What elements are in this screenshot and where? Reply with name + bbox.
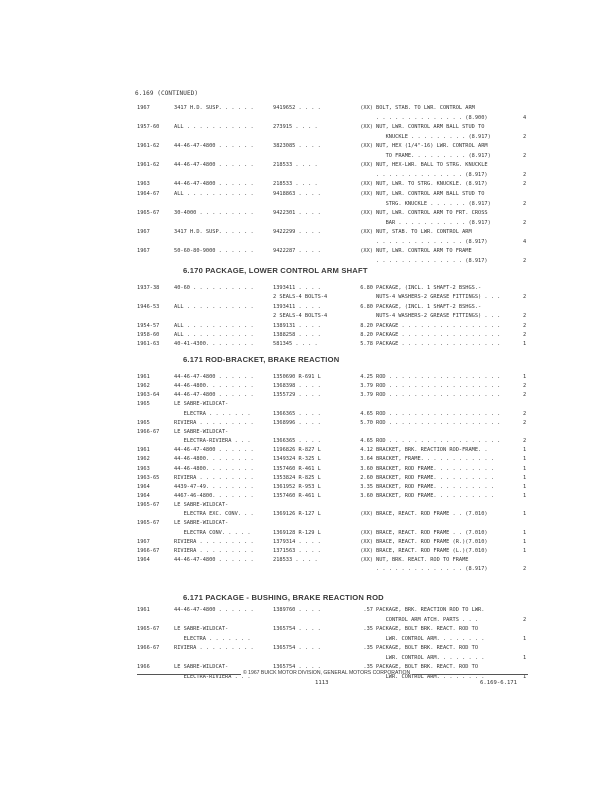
row-part-number: 218533 . . . . [273,162,318,169]
row-description: BRACKET, BRK. REACTION ROD-FRAME. . [376,447,488,454]
footer-copyright: © 1967 BUICK MOTOR DIVISION, GENERAL MOTORS CORPORATION [243,670,411,676]
row-part-number: 1366365 . . . . [273,438,321,445]
row-part-number: 1388258 . . . . [273,332,321,338]
row-quantity: 2 [523,133,527,140]
row-quantity: 2 [523,313,527,320]
parts-row [0,256,611,266]
parts-row [0,653,611,663]
row-price: 3.60 [360,465,373,472]
row-year: 1958-60 [137,332,160,338]
row-model: 3417 H.D. SUSP. . . . . . [174,229,254,236]
row-price: (XX) [360,229,373,236]
row-part-number: 581345 . . . . [273,341,318,348]
row-description: ROD . . . . . . . . . . . . . . . . . . [376,419,501,426]
row-quantity: 2 [523,322,527,329]
row-price: 6.80 [360,303,373,310]
row-description: BRACKET, ROD FRAME. . . . . . . . . . [376,465,494,472]
page-number: 1113 [315,680,329,686]
row-price: .35 [363,645,373,651]
row-description: BRACE, REACT. ROD FRAME . . (7.010) [376,529,488,536]
row-quantity: 1 [523,447,527,454]
row-model: ALL . . . . . . . . . . . [174,124,254,131]
row-quantity: 4 [523,114,527,121]
parts-row [0,179,611,189]
row-price: (XX) [360,210,373,217]
section-heading-6-170: 6.170 PACKAGE, LOWER CONTROL ARM SHAFT [183,266,368,275]
parts-row [0,643,611,653]
continued-heading: 6.169 (CONTINUED) [135,90,199,97]
row-model: 44-46-47-4800 . . . . . . [174,162,254,169]
row-part-number: 218533 . . . . [273,557,318,563]
row-quantity: 1 [523,374,527,380]
row-description: PACKAGE, (INCL. 1 SHAFT-2 BSHGS.- [376,285,482,291]
row-year: 1966-67 [137,428,160,435]
row-model: ELECTRA CONV. . . . . [174,529,251,536]
row-model: 44-46-4800. . . . . . . . [174,456,254,463]
parts-row [0,634,611,644]
section-heading-6-171-rod-bracket: 6.171 ROD-BRACKET, BRAKE REACTION [183,355,340,364]
parts-row [0,237,611,247]
row-description: NUT, LWR. CONTROL ARM TO FRT. CROSS [376,210,488,217]
parts-row [0,339,611,349]
row-quantity: 1 [523,474,527,481]
row-year: 1961-62 [137,143,160,150]
row-model: 44-46-47-4800 . . . . . . [174,374,254,380]
row-description: NUTS-4 WASHERS-2 GREASE FITTINGS) . . . [376,294,501,301]
row-model: 50-60-80-9000 . . . . . . [174,248,254,255]
row-quantity: 2 [523,438,527,445]
row-description: CONTROL ARM ATCH. PARTS . . . [376,616,479,623]
row-price: 8.20 [360,332,373,338]
section-heading-6-171-package-bushing: 6.171 PACKAGE - BUSHING, BRAKE REACTION ROD [183,593,384,602]
row-part-number: 1368996 . . . . [273,419,321,426]
footer-rule-right [412,674,528,675]
row-part-number: 1196826 R-827 L [273,447,321,454]
row-description: NUT, LWR. TO STRG. KNUCKLE. (8.917) [376,181,488,188]
row-model: ALL . . . . . . . . . . . [174,322,254,329]
row-quantity: 2 [523,616,527,623]
row-description: . . . . . . . . . . . . . . (8.917) [376,566,488,573]
row-price: 3.64 [360,456,373,463]
row-part-number: 1369128 R-129 L [273,529,321,536]
row-year: 1967 [137,248,150,255]
row-year: 1966 [137,664,150,670]
row-model: 40-60 . . . . . . . . . . [174,285,254,291]
row-quantity: 1 [523,483,527,490]
row-price: 4.65 [360,438,373,445]
row-price: 4.12 [360,447,373,454]
parts-row [0,624,611,634]
row-part-number: 1389131 . . . . [273,322,321,329]
row-price: (XX) [360,547,373,554]
row-year: 1957-60 [137,124,160,131]
row-quantity: 2 [523,171,527,178]
row-price: (XX) [360,105,373,111]
row-model: ALL . . . . . . . . . . . [174,332,254,338]
row-model: LE SABRE-WILDCAT- [174,401,229,408]
row-quantity: 2 [523,152,527,159]
row-part-number: 1349324 R-325 L [273,456,321,463]
row-description: BRACKET, ROD FRAME. . . . . . . . . . [376,483,494,490]
row-part-number: 1365754 . . . . [273,626,321,632]
row-year: 1966-67 [137,645,160,651]
row-model: ELECTRA . . . . . . . [174,410,251,417]
row-part-number: 1353824 R-825 L [273,474,321,481]
row-description: BRACE, REACT. ROD FRAME (R.)(7.010) [376,538,488,545]
row-description: ROD . . . . . . . . . . . . . . . . . . [376,374,501,380]
row-part-number: 1371563 . . . . [273,547,321,554]
row-price: .57 [363,607,373,613]
row-model: LE SABRE-WILDCAT- [174,428,229,435]
parts-row [0,113,611,123]
row-part-number: 1365754 . . . . [273,645,321,651]
row-description: LWR. CONTROL ARM. . . . . . . . [376,654,485,661]
row-price: (XX) [360,143,373,150]
row-year: 1965-67 [137,626,160,632]
row-model: 44-46-47-4800 . . . . . . [174,143,254,150]
row-year: 1963 [137,181,150,188]
row-quantity: 2 [523,566,527,573]
row-model: 44-46-47-4800 . . . . . . [174,392,254,399]
row-quantity: 1 [523,635,527,642]
row-year: 1954-57 [137,322,160,329]
row-part-number: 1357460 R-461 L [273,465,321,472]
row-model: RIVIERA . . . . . . . . . [174,419,254,426]
parts-row [0,564,611,574]
row-quantity: 1 [523,654,527,661]
row-description: PACKAGE, (INCL. 1 SHAFT-2 BSHGS.- [376,303,482,310]
row-description: NUT, LWR. CONTROL ARM TO FRAME [376,248,472,255]
row-part-number: 1355729 . . . . [273,392,321,399]
row-description: NUTS-4 WASHERS-2 GREASE FITTINGS) . . . [376,313,501,320]
row-price: 3.60 [360,492,373,499]
parts-row [0,199,611,209]
row-description: NUT, STAB. TO LWR. CONTROL ARM [376,229,472,236]
row-model: LE SABRE-WILDCAT- [174,520,229,527]
row-price: (XX) [360,529,373,536]
row-year: 1965 [137,401,150,408]
row-quantity: 2 [523,392,527,399]
row-model: ELECTRA . . . . . . . [174,635,251,642]
row-quantity: 2 [523,257,527,264]
row-quantity: 4 [523,238,527,245]
row-quantity: 1 [523,492,527,499]
row-quantity: 1 [523,511,527,518]
row-description: BRACE, REACT. ROD FRAME . . (7.010) [376,511,488,518]
row-price: (XX) [360,162,373,169]
row-year: 1966-67 [137,547,160,554]
row-description: ROD . . . . . . . . . . . . . . . . . . [376,438,501,445]
row-part-number: 3823085 . . . . [273,143,321,150]
row-description: PACKAGE, BOLT BRK. REACT. ROD TO [376,626,479,632]
row-description: NUT, LWR. CONTROL ARM BALL STUD TO [376,124,485,131]
row-price: (XX) [360,557,373,563]
parts-row [0,189,611,199]
row-description: PACKAGE, BOLT BRK. REACT. ROD TO [376,645,479,651]
row-year: 1965-67 [137,520,160,527]
row-part-number: 1379314 . . . . [273,538,321,545]
row-model: 4439-47-49. . . . . . . . [174,483,254,490]
row-description: PACKAGE, BRK. REACTION ROD TO LWR. [376,607,485,613]
row-description: . . . . . . . . . . . . . . (8.917) [376,257,488,264]
row-model: 44-46-47-4800 . . . . . . [174,181,254,188]
row-price: .35 [363,626,373,632]
row-part-number: 1369126 R-127 L [273,511,321,518]
row-model: LE SABRE-WILDCAT- [174,502,229,509]
row-model: 44-46-4800. . . . . . . . [174,383,254,390]
row-year: 1963-64 [137,392,160,399]
row-description: . . . . . . . . . . . . . . (8.900) [376,114,488,121]
row-part-number: 2 SEALS-4 BOLTS-4 [273,294,328,301]
row-part-number: 218533 . . . . [273,181,318,188]
row-year: 1961-63 [137,341,160,348]
row-year: 1961 [137,607,150,613]
row-model: 40-41-4300. . . . . . . . [174,341,254,348]
row-quantity: 2 [523,219,527,226]
row-price: 2.60 [360,474,373,481]
row-part-number: 1368398 . . . . [273,383,321,390]
row-model: ELECTRA-RIVIERA . . . [174,673,251,680]
row-quantity: 2 [523,332,527,338]
row-year: 1964 [137,557,150,563]
row-part-number: 1393411 . . . . [273,285,321,291]
row-part-number: 9422301 . . . . [273,210,321,217]
row-model: LE SABRE-WILDCAT- [174,626,229,632]
row-quantity: 1 [523,465,527,472]
parts-row [0,122,611,132]
row-description: LWR. CONTROL ARM. . . . . . . . [376,673,485,680]
row-part-number: 1365754 . . . . [273,664,321,670]
row-price: (XX) [360,248,373,255]
row-price: 6.80 [360,285,373,291]
row-price: 3.79 [360,392,373,399]
row-model: RIVIERA . . . . . . . . . [174,547,254,554]
row-price: (XX) [360,538,373,545]
row-year: 1965-67 [137,210,160,217]
row-description: NUT, LWR. CONTROL ARM BALL STUD TO [376,190,485,197]
row-price: .35 [363,664,373,670]
row-model: 44-46-47-4800 . . . . . . [174,557,254,563]
row-description: KNUCKLE . . . . . . . . . (8.917) [376,133,491,140]
row-description: BRACE, REACT. ROD FRAME (L.)(7.010) [376,547,488,554]
parts-row [0,615,611,625]
row-quantity: 1 [523,538,527,545]
parts-row [0,218,611,228]
row-description: . . . . . . . . . . . . . . (8.917) [376,171,488,178]
page-range: 6.169-6.171 [480,680,518,686]
row-year: 1962 [137,383,150,390]
row-description: PACKAGE . . . . . . . . . . . . . . . . [376,341,501,348]
row-part-number: 1366365 . . . . [273,410,321,417]
row-model: 4467-46-4800. . . . . . . [174,492,254,499]
row-model: ALL . . . . . . . . . . . [174,190,254,197]
row-part-number: 9422287 . . . . [273,248,321,255]
row-model: ALL . . . . . . . . . . . [174,303,254,310]
row-year: 1964-67 [137,190,160,197]
parts-row [0,170,611,180]
row-quantity: 1 [523,673,527,680]
row-part-number: 1350690 R-691 L [273,374,321,380]
row-model: 3417 H.D. SUSP. . . . . . [174,105,254,111]
row-price: 4.25 [360,374,373,380]
parts-row [0,246,611,256]
row-year: 1961 [137,374,150,380]
row-year: 1965-67 [137,502,160,509]
row-part-number: 9418863 . . . . [273,190,321,197]
row-model: 44-46-47-4800 . . . . . . [174,447,254,454]
row-price: (XX) [360,190,373,197]
row-price: 5.70 [360,419,373,426]
row-part-number: 1389760 . . . . [273,607,321,613]
row-description: PACKAGE, BOLT BRK. REACT. ROD TO [376,664,479,670]
parts-row [0,132,611,142]
row-quantity: 2 [523,294,527,301]
row-price: 5.78 [360,341,373,348]
row-model: LE SABRE-WILDCAT- [174,664,229,670]
row-description: BOLT, STAB. TO LWR. CONTROL ARM [376,105,475,111]
row-price: 8.20 [360,322,373,329]
parts-row [0,151,611,161]
row-year: 1964 [137,492,150,499]
row-model: 44-46-47-4800 . . . . . . [174,607,254,613]
row-part-number: 273915 . . . . [273,124,318,131]
row-description: NUT, BRK. REACT. ROD TO FRAME [376,557,469,563]
row-model: 30-4000 . . . . . . . . . [174,210,254,217]
row-model: RIVIERA . . . . . . . . . [174,474,254,481]
row-year: 1964 [137,483,150,490]
row-quantity: 1 [523,529,527,536]
row-description: PACKAGE . . . . . . . . . . . . . . . . [376,332,501,338]
row-part-number: 9419652 . . . . [273,105,321,111]
row-price: (XX) [360,124,373,131]
row-year: 1937-38 [137,285,160,291]
row-year: 1965 [137,419,150,426]
row-price: (XX) [360,511,373,518]
row-quantity: 2 [523,383,527,390]
row-year: 1946-53 [137,303,160,310]
row-part-number: 1357460 R-461 L [273,492,321,499]
parts-row [0,160,611,170]
parts-row [0,208,611,218]
row-description: ROD . . . . . . . . . . . . . . . . . . [376,392,501,399]
row-year: 1967 [137,105,150,111]
parts-row [0,605,611,615]
row-quantity: 2 [523,200,527,207]
row-year: 1967 [137,538,150,545]
parts-row [0,141,611,151]
row-year: 1962 [137,456,150,463]
row-description: NUT, HEX (1/4"-16) LWR. CONTROL ARM [376,143,488,150]
parts-row [0,227,611,237]
row-description: LWR. CONTROL ARM. . . . . . . . [376,635,485,642]
row-description: ROD . . . . . . . . . . . . . . . . . . [376,410,501,417]
row-model: 44-46-4800. . . . . . . . [174,465,254,472]
footer-rule-left [137,674,241,675]
row-description: BRACKET, ROD FRAME. . . . . . . . . . [376,492,494,499]
row-price: (XX) [360,181,373,188]
row-price: 3.79 [360,383,373,390]
row-description: . . . . . . . . . . . . . . (8.917) [376,238,488,245]
row-part-number: 1361952 R-953 L [273,483,321,490]
row-year: 1967 [137,229,150,236]
row-model: RIVIERA . . . . . . . . . [174,645,254,651]
row-model: ELECTRA-RIVIERA . . . [174,438,251,445]
row-quantity: 1 [523,456,527,463]
row-year: 1963 [137,465,150,472]
row-description: BAR . . . . . . . . . . . (8.917) [376,219,491,226]
row-part-number: 1393411 . . . . [273,303,321,310]
row-part-number: 9422299 . . . . [273,229,321,236]
row-description: STRG. KNUCKLE . . . . . . (8.917) [376,200,491,207]
row-price: 4.65 [360,410,373,417]
row-quantity: 2 [523,410,527,417]
row-description: TO FRAME. . . . . . . . . (8.917) [376,152,491,159]
row-price: 3.35 [360,483,373,490]
row-year: 1961 [137,447,150,454]
parts-row [0,103,611,113]
row-model: RIVIERA . . . . . . . . . [174,538,254,545]
row-year: 1961-62 [137,162,160,169]
row-quantity: 1 [523,547,527,554]
row-quantity: 1 [523,341,527,348]
row-description: ROD . . . . . . . . . . . . . . . . . . [376,383,501,390]
row-model: ELECTRA EXC. CONV. . . [174,511,254,518]
row-description: PACKAGE . . . . . . . . . . . . . . . . [376,322,501,329]
row-description: NUT, HEX-LWR. BALL TO STRG. KNUCKLE [376,162,488,169]
row-quantity: 2 [523,419,527,426]
row-quantity: 2 [523,181,527,188]
row-description: BRACKET, FRAME. . . . . . . . . . . . [376,456,494,463]
row-part-number: 2 SEALS-4 BOLTS-4 [273,313,328,320]
row-description: BRACKET, ROD FRAME. . . . . . . . . . [376,474,494,481]
row-year: 1963-65 [137,474,160,481]
